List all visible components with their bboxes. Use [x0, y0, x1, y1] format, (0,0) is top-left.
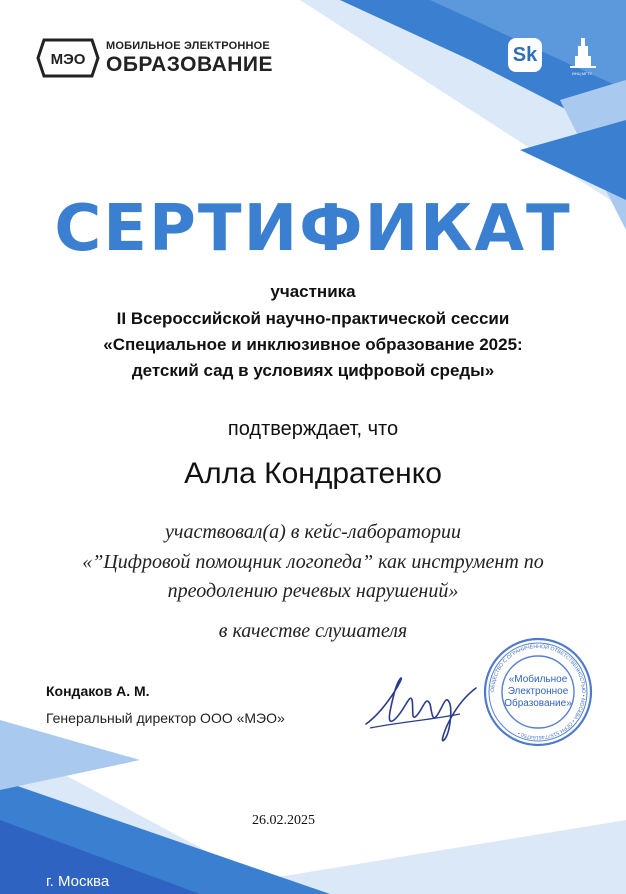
stamp-line-2: Электронное: [507, 686, 569, 697]
meo-logo: [36, 36, 273, 80]
activity-line-2: «”Цифровой помощник логопеда” как инструмент по: [82, 551, 544, 573]
role-text: в качестве слушателя: [218, 620, 408, 642]
skolkovo-logo: Sk: [508, 38, 542, 72]
activity-line-1: участвовал(а) в кейс-лаборатории: [165, 521, 461, 543]
activity-line-3: преодолению речевых нарушений»: [167, 580, 459, 602]
partner-caption: ИНЦ МГТУ: [571, 71, 593, 76]
event-line-3: детский сад в условиях цифровой среды»: [131, 361, 495, 380]
meo-badge-text: МЭО: [50, 51, 86, 68]
certificate-title: [0, 190, 626, 270]
event-line-2: «Специальное и инклюзивное образование 2025:: [103, 335, 523, 354]
issue-date: 26.02.2025: [252, 813, 315, 828]
event-line-1: II Всероссийской научно-практической сессии: [116, 309, 510, 328]
participant-label: участника: [270, 282, 356, 301]
stamp-line-1: «Мобильное: [508, 674, 568, 685]
logo-line2: ОБРАЗОВАНИЕ: [106, 53, 274, 76]
logo-line1: МОБИЛЬНОЕ ЭЛЕКТРОННОЕ: [106, 40, 270, 52]
signature-image: [360, 664, 480, 744]
signer-name: Кондаков А. М.: [46, 683, 150, 699]
stamp-line-3: Образование»: [504, 698, 572, 709]
confirms-text: подтверждает, что: [227, 418, 399, 440]
signer-position: Генеральный директор ООО «МЭО»: [46, 710, 285, 726]
meo-badge-icon: [36, 36, 100, 80]
issue-city: г. Москва: [46, 873, 110, 890]
company-stamp: [482, 636, 594, 748]
recipient-name: Алла Кондратенко: [184, 457, 442, 490]
stamp-ring-text: ОБЩЕСТВО С ОГРАНИЧЕННОЙ ОТВЕТСТВЕННОСТЬЮ • МОСКВА • ОГРН 5157746164750 •: [489, 643, 587, 741]
title-text: СЕРТИФИКАТ: [54, 192, 572, 266]
